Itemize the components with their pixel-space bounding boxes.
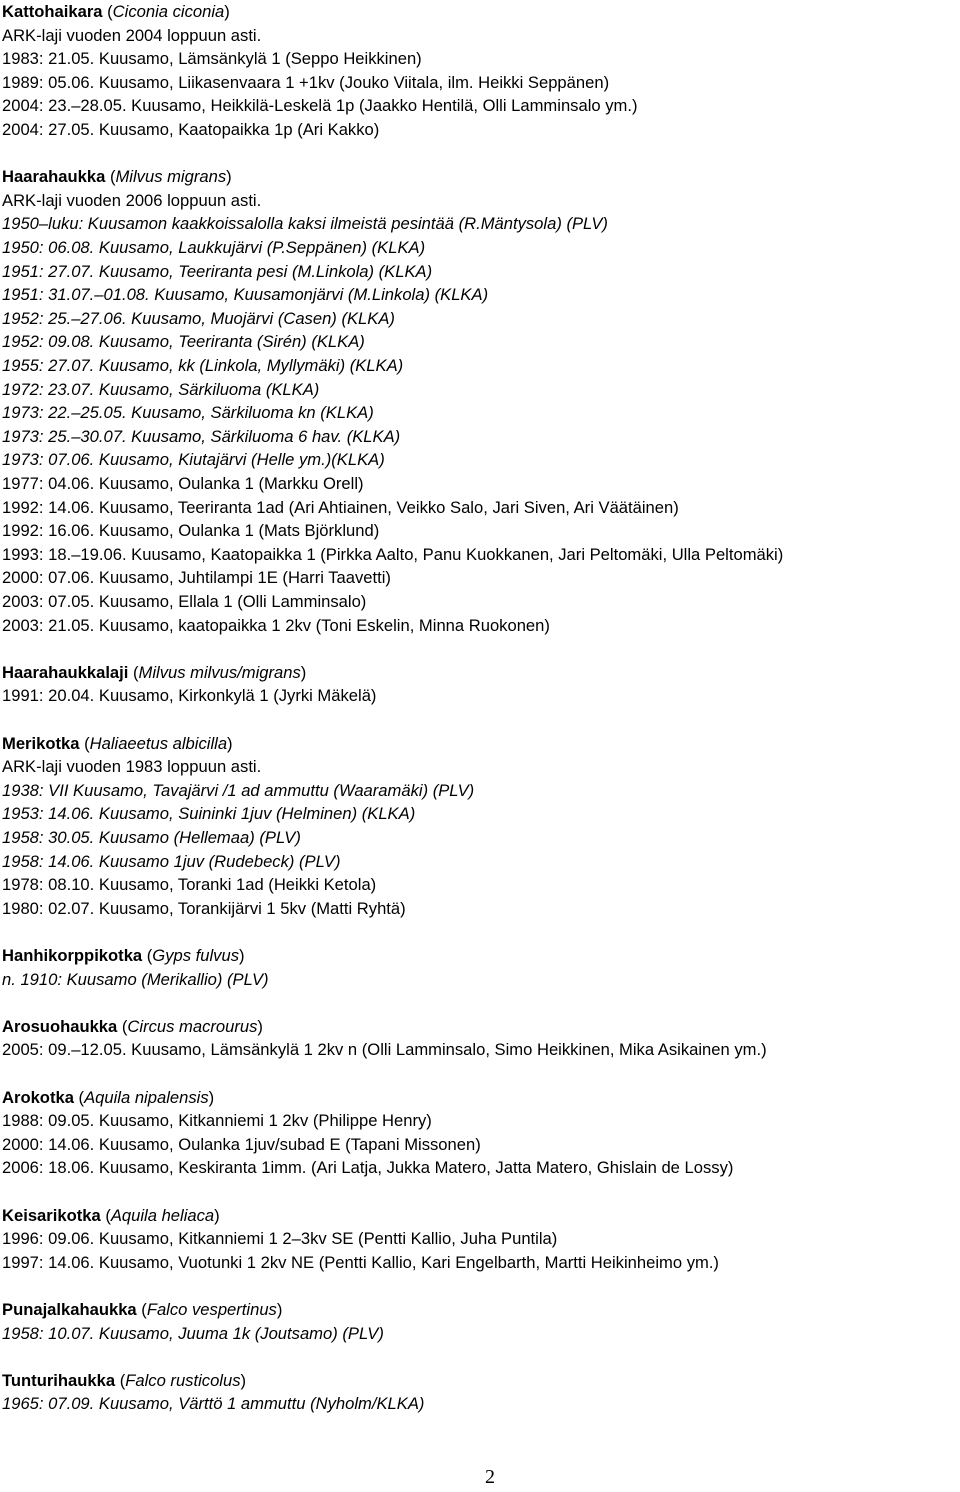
record-line: 1992: 14.06. Kuusamo, Teeriranta 1ad (Ari Ahtiainen, Veikko Salo, Jari Siven, Ari Väätäinen) <box>2 497 679 517</box>
open-paren: ( <box>142 946 153 965</box>
species-common-name: Hanhikorppikotka <box>2 946 143 965</box>
close-paren: ) <box>226 167 232 187</box>
historical-record-line: 1950–luku: Kuusamon kaakkoissalolla kaksi ilmeistä pesintää (R.Mäntysola) (PLV) <box>2 214 608 234</box>
record-line: 1988: 09.05. Kuusamo, Kitkanniemi 1 2kv (Philippe Henry) <box>2 1111 432 1131</box>
species-heading <box>2 661 306 684</box>
open-paren: ( <box>102 2 113 21</box>
record-line: 2005: 09.–12.05. Kuusamo, Lämsänkylä 1 2kv n (Olli Lamminsalo, Simo Heikkinen, Mika Asikainen ym.) <box>2 1040 767 1060</box>
species-heading <box>2 1015 263 1038</box>
historical-record-line: 1938: VII Kuusamo, Tavajärvi /1 ad ammuttu (Waaramäki) (PLV) <box>2 780 475 800</box>
open-paren: ( <box>115 1370 126 1390</box>
open-paren: ( <box>136 1300 147 1319</box>
species-common-name: Kattohaikara <box>2 2 103 21</box>
record-line: 1977: 04.06. Kuusamo, Oulanka 1 (Markku Orell) <box>2 474 364 493</box>
open-paren: ( <box>128 662 139 682</box>
record-line: ARK-laji vuoden 1983 loppuun asti. <box>2 757 262 777</box>
species-latin-name: Milvus milvus/migrans <box>138 662 301 682</box>
species-latin-name: Circus macrourus <box>127 1016 258 1036</box>
record-line: 1992: 16.06. Kuusamo, Oulanka 1 (Mats Björklund) <box>2 521 380 541</box>
historical-record-line: n. 1910: Kuusamo (Merikallio) (PLV) <box>2 969 269 989</box>
species-heading <box>2 1204 220 1227</box>
record-line: 1978: 08.10. Kuusamo, Toranki 1ad (Heikki Ketola) <box>2 875 377 895</box>
close-paren: ) <box>257 1016 263 1036</box>
historical-record-line: 1951: 31.07.–01.08. Kuusamo, Kuusamonjärvi (M.Linkola) (KLKA) <box>2 285 489 305</box>
historical-record-line: 1958: 10.07. Kuusamo, Juuma 1k (Joutsamo) (PLV) <box>2 1323 384 1343</box>
close-paren: ) <box>224 2 230 21</box>
historical-record-line: 1950: 06.08. Kuusamo, Laukkujärvi (P.Seppänen) (KLKA) <box>2 238 426 257</box>
species-common-name: Keisarikotka <box>2 1205 101 1225</box>
species-common-name: Tunturihaukka <box>2 1370 116 1390</box>
open-paren: ( <box>100 1205 111 1225</box>
historical-record-line: 1972: 23.07. Kuusamo, Särkiluoma (KLKA) <box>2 379 320 399</box>
close-paren: ) <box>208 1087 215 1107</box>
record-line: 2000: 07.06. Kuusamo, Juhtilampi 1E (Harri Taavetti) <box>2 568 391 588</box>
historical-record-line: 1951: 27.07. Kuusamo, Teeriranta pesi (M.Linkola) (KLKA) <box>2 261 433 281</box>
close-paren: ) <box>240 1370 247 1390</box>
species-common-name: Arosuohaukka <box>2 1016 118 1036</box>
historical-record-line: 1958: 30.05. Kuusamo (Hellemaa) (PLV) <box>2 828 301 847</box>
historical-record-line: 1952: 25.–27.06. Kuusamo, Muojärvi (Casen) (KLKA) <box>2 308 395 328</box>
record-line: 1997: 14.06. Kuusamo, Vuotunki 1 2kv NE (Pentti Kallio, Kari Engelbarth, Martti Heikinheimo ym.) <box>2 1252 719 1272</box>
historical-record-line: 1955: 27.07. Kuusamo, kk (Linkola, Myllymäki) (KLKA) <box>2 356 404 375</box>
historical-record-line: 1973: 25.–30.07. Kuusamo, Särkiluoma 6 hav. (KLKA) <box>2 426 401 446</box>
species-latin-name: Falco rusticolus <box>125 1370 241 1390</box>
record-line: 2004: 23.–28.05. Kuusamo, Heikkilä-Leskelä 1p (Jaakko Hentilä, Olli Lamminsalo ym.) <box>2 96 638 116</box>
species-latin-name: Aquila nipalensis <box>84 1087 209 1107</box>
species-heading <box>2 1086 214 1109</box>
historical-record-line: 1973: 22.–25.05. Kuusamo, Särkiluoma kn (KLKA) <box>2 403 374 423</box>
species-latin-name: Milvus migrans <box>115 167 227 187</box>
species-heading <box>2 1298 282 1321</box>
close-paren: ) <box>227 733 233 753</box>
record-line: 2003: 07.05. Kuusamo, Ellala 1 (Olli Lamminsalo) <box>2 592 367 611</box>
species-heading <box>2 1369 246 1392</box>
close-paren: ) <box>276 1300 283 1319</box>
species-common-name: Punajalkahaukka <box>2 1300 137 1319</box>
species-common-name: Haarahaukkalaji <box>2 662 129 682</box>
record-line: 1993: 18.–19.06. Kuusamo, Kaatopaikka 1 (Pirkka Aalto, Panu Kuokkanen, Jari Peltomäki, Ulla Peltomäki) <box>2 544 784 564</box>
record-line: ARK-laji vuoden 2004 loppuun asti. <box>2 25 262 45</box>
species-latin-name: Haliaeetus albicilla <box>89 733 228 753</box>
open-paren: ( <box>79 733 90 753</box>
historical-record-line: 1952: 09.08. Kuusamo, Teeriranta (Sirén) (KLKA) <box>2 332 365 352</box>
species-latin-name: Gyps fulvus <box>152 946 239 965</box>
species-latin-name: Aquila heliaca <box>110 1205 215 1225</box>
open-paren: ( <box>73 1087 85 1107</box>
record-line: 1983: 21.05. Kuusamo, Lämsänkylä 1 (Seppo Heikkinen) <box>2 49 422 69</box>
record-line: 2003: 21.05. Kuusamo, kaatopaikka 1 2kv (Toni Eskelin, Minna Ruokonen) <box>2 615 550 635</box>
species-common-name: Merikotka <box>2 733 80 753</box>
record-line: 2000: 14.06. Kuusamo, Oulanka 1juv/subad E (Tapani Missonen) <box>2 1134 481 1154</box>
record-line: ARK-laji vuoden 2006 loppuun asti. <box>2 190 262 210</box>
record-line: 1996: 09.06. Kuusamo, Kitkanniemi 1 2–3kv SE (Pentti Kallio, Juha Puntila) <box>2 1229 558 1249</box>
historical-record-line: 1958: 14.06. Kuusamo 1juv (Rudebeck) (PLV) <box>2 851 341 871</box>
record-line: 2006: 18.06. Kuusamo, Keskiranta 1imm. (Ari Latja, Jukka Matero, Jatta Matero, Ghislain de Lossy) <box>2 1158 734 1178</box>
historical-record-line: 1965: 07.09. Kuusamo, Värttö 1 ammuttu (Nyholm/KLKA) <box>2 1394 425 1414</box>
species-latin-name: Falco vespertinus <box>146 1300 277 1319</box>
species-common-name: Haarahaukka <box>2 167 106 187</box>
page-number: 2 <box>485 1466 495 1488</box>
species-heading <box>2 732 233 755</box>
open-paren: ( <box>117 1016 128 1036</box>
historical-record-line: 1953: 14.06. Kuusamo, Suininki 1juv (Helminen) (KLKA) <box>2 804 416 824</box>
close-paren: ) <box>300 662 307 682</box>
close-paren: ) <box>214 1205 220 1225</box>
close-paren: ) <box>239 946 245 965</box>
record-line: 1980: 02.07. Kuusamo, Torankijärvi 1 5kv (Matti Ryhtä) <box>2 898 406 918</box>
species-common-name: Arokotka <box>2 1087 74 1107</box>
open-paren: ( <box>105 167 116 187</box>
record-line: 1989: 05.06. Kuusamo, Liikasenvaara 1 +1kv (Jouko Viitala, ilm. Heikki Seppänen) <box>2 72 610 92</box>
record-line: 1991: 20.04. Kuusamo, Kirkonkylä 1 (Jyrki Mäkelä) <box>2 686 377 706</box>
species-heading <box>2 165 232 188</box>
species-heading <box>2 0 230 23</box>
record-line: 2004: 27.05. Kuusamo, Kaatopaikka 1p (Ari Kakko) <box>2 120 380 139</box>
species-latin-name: Ciconia ciconia <box>112 2 225 21</box>
species-heading <box>2 944 245 967</box>
historical-record-line: 1973: 07.06. Kuusamo, Kiutajärvi (Helle ym.)(KLKA) <box>2 450 385 470</box>
